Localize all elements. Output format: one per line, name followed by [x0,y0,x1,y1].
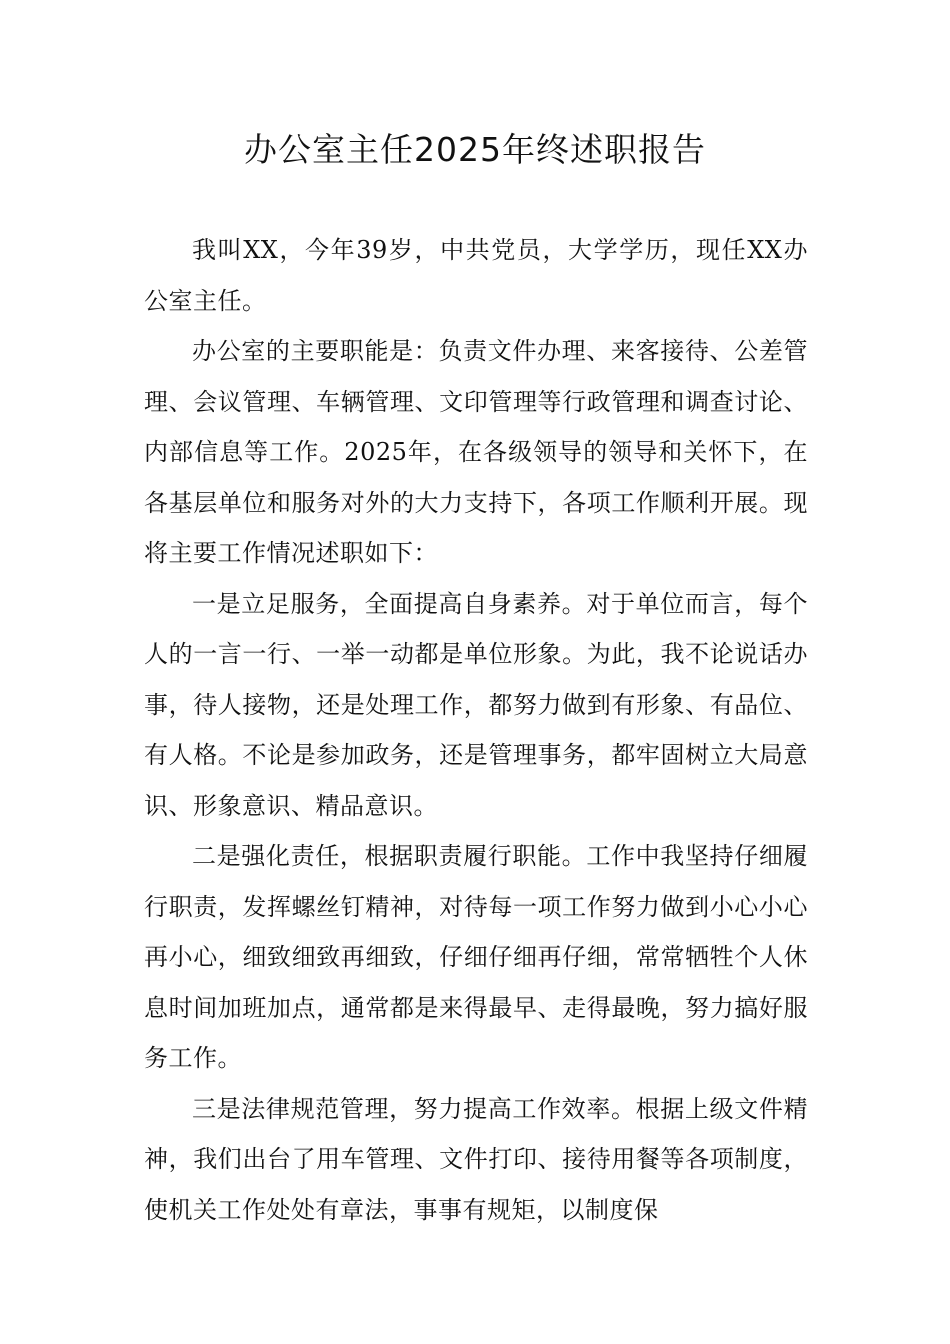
paragraph-point-one: 一是立足服务，全面提高自身素养。对于单位而言，每个人的一言一行、一举一动都是单位形象。为此，我不论说话办事，待人接物，还是处理工作，都努力做到有形象、有品位、有人格。不论是参加政务，还是管理事务，都牢固树立大局意识、形象意识、精品意识。 [144,589,808,820]
paragraph-point-three: 三是法律规范管理，努力提高工作效率。根据上级文件精神，我们出台了用车管理、文件打印、接待用餐等各项制度，使机关工作处处有章法，事事有规矩，以制度保 [144,1094,808,1224]
paragraph-functions: 办公室的主要职能是：负责文件办理、来客接待、公差管理、会议管理、车辆管理、文印管理等行政管理和调查讨论、内部信息等工作。2025年，在各级领导的领导和关怀下，在各基层单位和服务对外的大力支持下，各项工作顺利开展。现将主要工作情况述职如下： [144,337,808,567]
document-body [144,225,808,1235]
paragraph-intro: 我叫XX，今年39岁，中共党员，大学学历，现任XX办公室主任。 [144,236,808,315]
document-title: 办公室主任2025年终述职报告 [244,130,706,169]
paragraph-point-two: 二是强化责任，根据职责履行职能。工作中我坚持仔细履行职责，发挥螺丝钉精神，对待每一项工作努力做到小心小心再小心，细致细致再细致，仔细仔细再仔细，常常牺牲个人休息时间加班加点，通常都是来得最早、走得最晚，努力搞好服务工作。 [144,842,808,1072]
